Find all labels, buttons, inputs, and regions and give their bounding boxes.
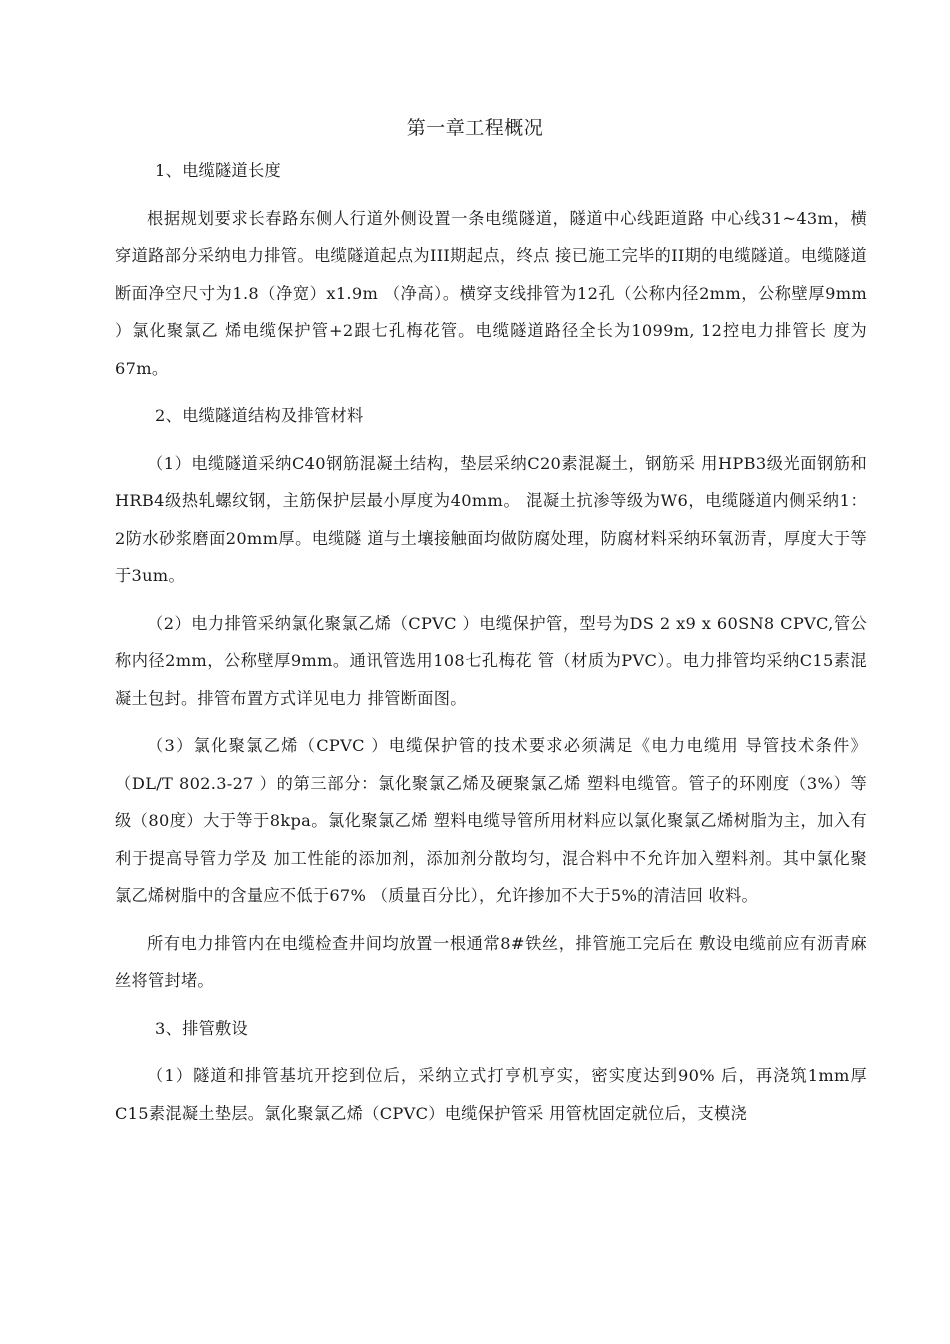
section-heading-3: 3、排管敷设	[155, 1018, 249, 1038]
page-title: 第一章工程概况	[406, 117, 544, 139]
document-body	[115, 152, 867, 1142]
paragraph-wire-sealing: 所有电力排管内在电缆检查井间均放置一根通常8#铁丝，排管施工完后在 敷设电缆前应有沥青麻丝将管封堵。	[115, 933, 867, 990]
paragraph-tunnel-length: 根据规划要求长春路东侧人行道外侧设置一条电缆隧道，隧道中心线距道路 中心线31~43m，横穿道路部分采纳电力排管。电缆隧道起点为III期起点，终点 接已施工完毕的II期的电缆隧道。电缆隧道断面净空尺寸为1.8（净宽）x1.9m （净高）。横穿支线排管为12孔（公称内径2mm，公称壁厚9mm ）氯化聚氯乙 烯电缆保护管+2跟七孔梅花管。电缆隧道路径全长为1099m, 12控电力排管长 度为67m。	[115, 208, 867, 378]
section-heading-1: 1、电缆隧道长度	[155, 161, 282, 180]
paragraph-structure: （1）电缆隧道采纳C40钢筋混凝土结构，垫层采纳C20素混凝土，钢筋采 用HPB3级光面钢筋和HRB4级热轧螺纹钢，主筋保护层最小厚度为40mm。 混凝土抗渗等级为W6，电缆隧道内侧采纳1： 2防水砂浆磨面20mm厚。电缆隧 道与土壤接触面均做防腐处理，防腐材料采纳环氧沥青，厚度大于等于3um。	[115, 453, 867, 585]
paragraph-cpvc-requirements: （3）氯化聚氯乙烯（CPVC ）电缆保护管的技术要求必须满足《电力电缆用 导管技术条件》（DL/T 802.3-27 ）的第三部分：氯化聚氯乙烯及硬聚氯乙烯 塑料电缆管。管子的环刚度（3%）等级（80度）大于等于8kpa。氯化聚氯乙烯 塑料电缆导管所用材料应以氯化聚氯乙烯树脂为主，加入有利于提高导管力学及 加工性能的添加剂，添加剂分散均匀，混合料中不允许加入塑料剂。其中氯化聚 氯乙烯树脂中的含量应不低于67% （质量百分比），允许掺加不大于5%的清洁回 收料。	[115, 736, 867, 905]
paragraph-power-duct: （2）电力排管采纳氯化聚氯乙烯（CPVC ）电缆保护管，型号为DS 2 x9 x 60SN8 CPVC,管公称内径2mm，公称壁厚9mm。通讯管选用108七孔梅花 管（材质为PVC）。电力排管均采纳C15素混凝土包封。排管布置方式详见电力 排管断面图。	[115, 613, 867, 708]
section-heading-2: 2、电缆隧道结构及排管材料	[155, 406, 364, 425]
paragraph-excavation: （1）隧道和排管基坑开挖到位后，采纳立式打亨机亨实，密实度达到90% 后，再浇筑1mm厚C15素混凝土垫层。氯化聚氯乙烯（CPVC）电缆保护管采 用管枕固定就位后，支模浇	[115, 1066, 867, 1123]
